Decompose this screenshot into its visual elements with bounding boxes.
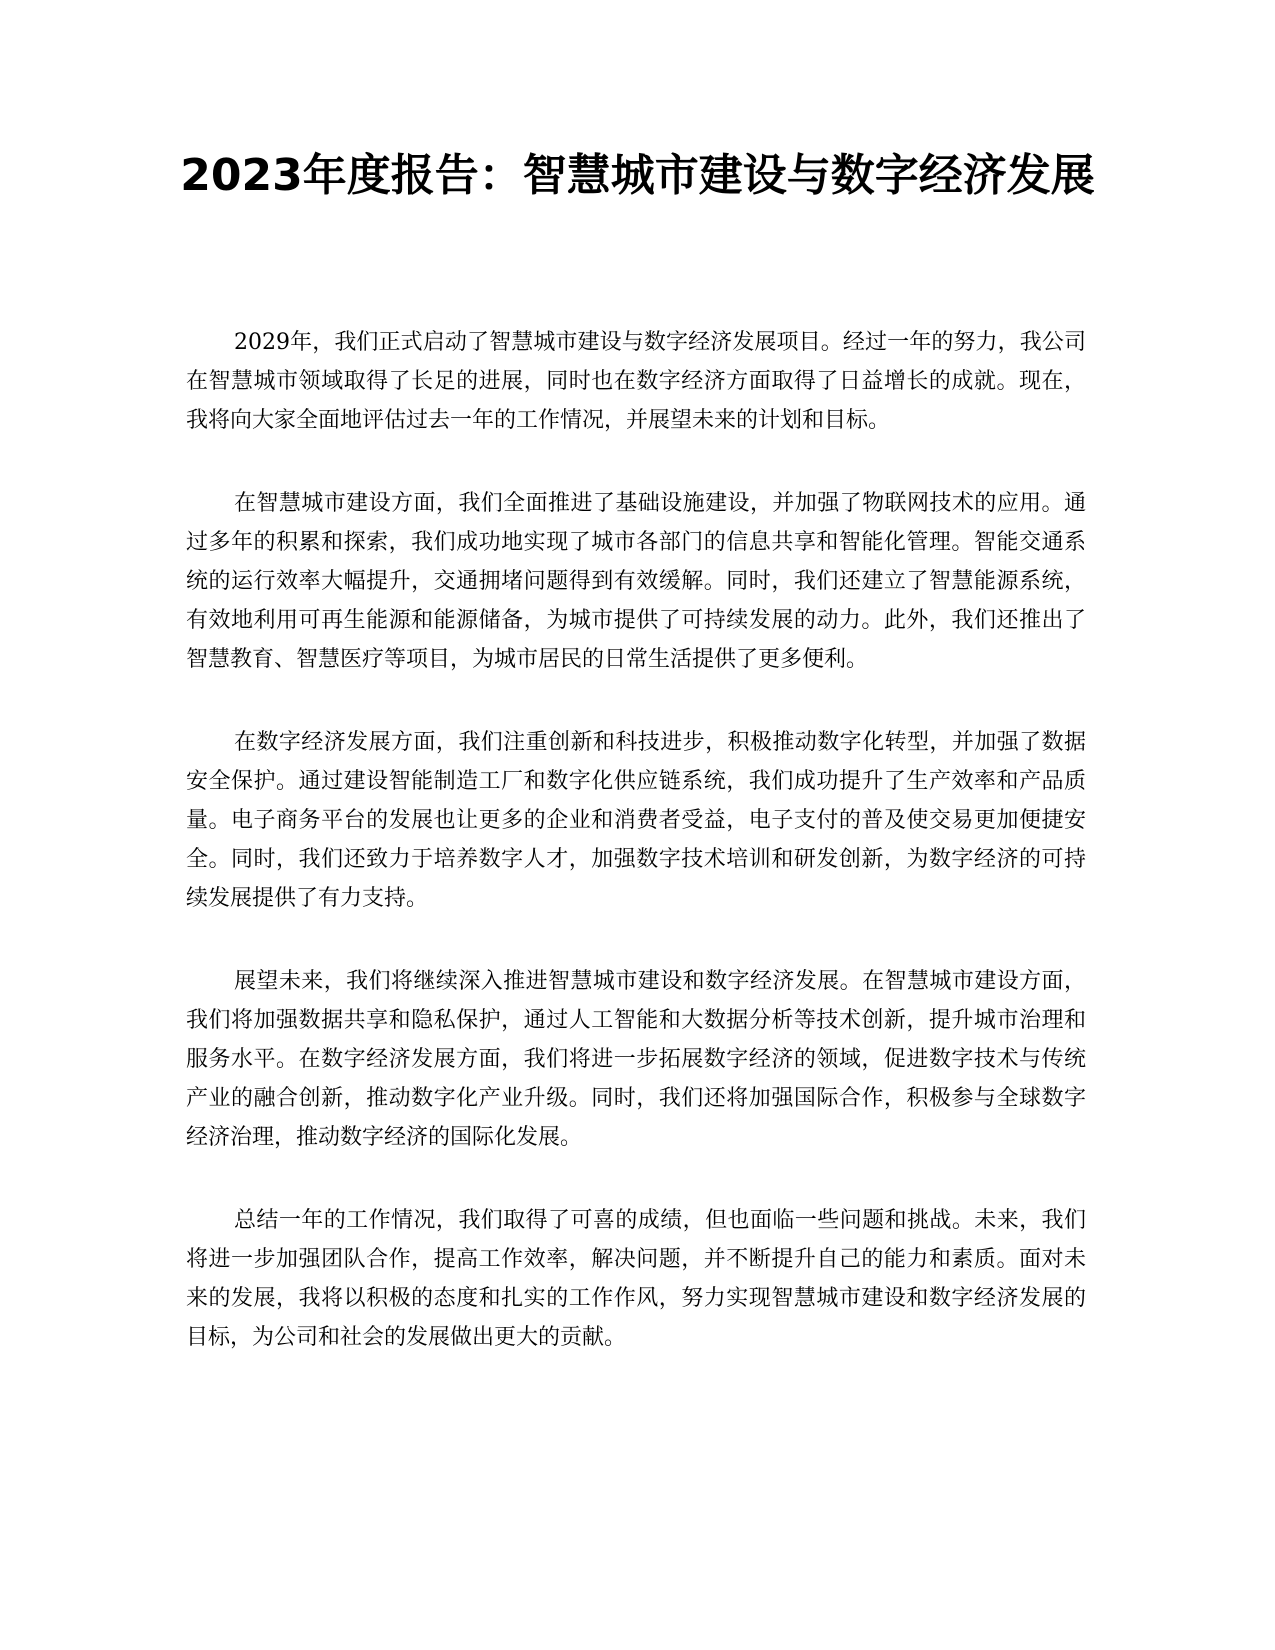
paragraph-1: 2029年，我们正式启动了智慧城市建设与数字经济发展项目。经过一年的努力，我公司在智慧城市领域取得了长足的进展，同时也在数字经济方面取得了日益增长的成就。现在，我将向大家全面地评估过去一年的工作情况，并展望未来的计划和目标。 [186,330,1086,434]
paragraph-2: 在智慧城市建设方面，我们全面推进了基础设施建设，并加强了物联网技术的应用。通过多年的积累和探索，我们成功地实现了城市各部门的信息共享和智能化管理。智能交通系统的运行效率大幅提升，交通拥堵问题得到有效缓解。同时，我们还建立了智慧能源系统，有效地利用可再生能源和能源储备，为城市提供了可持续发展的动力。此外，我们还推出了智慧教育、智慧医疗等项目，为城市居民的日常生活提供了更多便利。 [186,490,1086,673]
document-body [186,323,1086,1400]
paragraph-4: 展望未来，我们将继续深入推进智慧城市建设和数字经济发展。在智慧城市建设方面，我们将加强数据共享和隐私保护，通过人工智能和大数据分析等技术创新，提升城市治理和服务水平。在数字经济发展方面，我们将进一步拓展数字经济的领域，促进数字技术与传统产业的融合创新，推动数字化产业升级。同时，我们还将加强国际合作，积极参与全球数字经济治理，推动数字经济的国际化发展。 [186,968,1086,1151]
paragraph-3: 在数字经济发展方面，我们注重创新和科技进步，积极推动数字化转型，并加强了数据安全保护。通过建设智能制造工厂和数字化供应链系统，我们成功提升了生产效率和产品质量。电子商务平台的发展也让更多的企业和消费者受益，电子支付的普及使交易更加便捷安全。同时，我们还致力于培养数字人才，加强数字技术培训和研发创新，为数字经济的可持续发展提供了有力支持。 [186,729,1086,912]
document-title: 2023年度报告：智慧城市建设与数字经济发展 [180,150,1095,201]
paragraph-5: 总结一年的工作情况，我们取得了可喜的成绩，但也面临一些问题和挑战。未来，我们将进一步加强团队合作，提高工作效率，解决问题，并不断提升自己的能力和素质。面对未来的发展，我将以积极的态度和扎实的工作作风，努力实现智慧城市建设和数字经济发展的目标，为公司和社会的发展做出更大的贡献。 [186,1207,1086,1351]
